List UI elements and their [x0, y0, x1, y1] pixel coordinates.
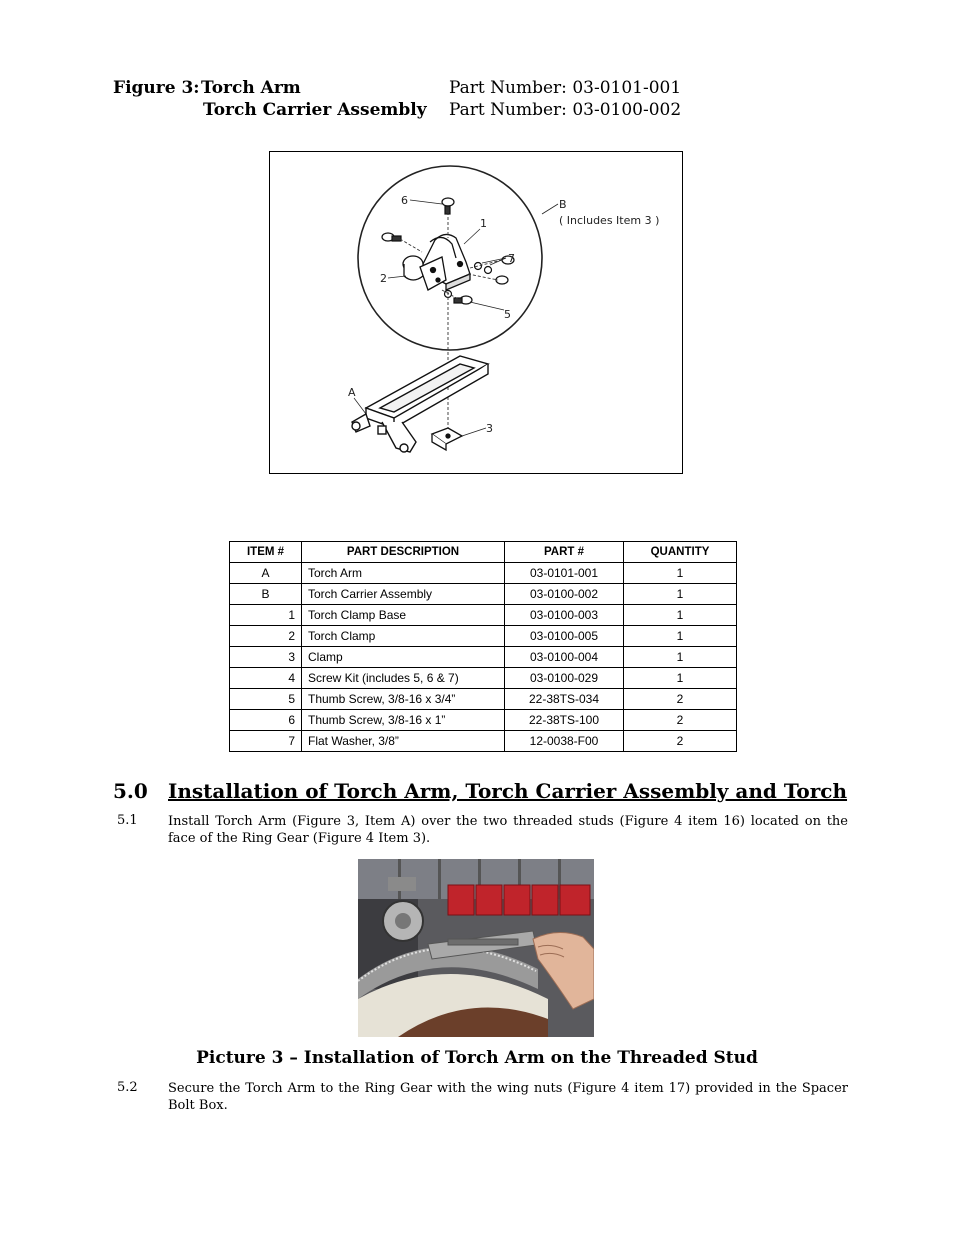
installation-photo [358, 859, 594, 1037]
section-number: 5.0 [113, 779, 148, 803]
table-row [230, 731, 737, 752]
cell-description: Clamp [302, 647, 505, 668]
thumb-screw-6 [442, 198, 454, 214]
cell-part: 22-38TS-100 [505, 710, 624, 731]
callout-7: 7 [508, 252, 515, 265]
installation-photo-image [358, 859, 594, 1037]
figure-item1-name: Torch Arm [201, 78, 301, 98]
table-row [230, 626, 737, 647]
cell-part: 03-0100-002 [505, 584, 624, 605]
col-header-item: ITEM # [230, 542, 302, 563]
cell-part: 03-0100-003 [505, 605, 624, 626]
picture-caption: Picture 3 – Installation of Torch Arm on the Threaded Stud [196, 1048, 758, 1068]
callout-5: 5 [504, 308, 511, 321]
table-row [230, 668, 737, 689]
cell-quantity: 1 [624, 563, 737, 584]
step-text: Secure the Torch Arm to the Ring Gear with the wing nuts (Figure 4 item 17) provided in the Spacer Bolt Box. [168, 1081, 848, 1113]
cell-part: 12-0038-F00 [505, 731, 624, 752]
cell-description: Thumb Screw, 3/8-16 x 1” [302, 710, 505, 731]
cell-quantity: 2 [624, 731, 737, 752]
cell-item: 1 [230, 605, 302, 626]
cell-part: 03-0101-001 [505, 563, 624, 584]
cell-item: 2 [230, 626, 302, 647]
cell-quantity: 1 [624, 605, 737, 626]
step-number: 5.1 [117, 813, 138, 828]
table-header-row [230, 542, 737, 563]
cell-part: 03-0100-004 [505, 647, 624, 668]
cell-quantity: 1 [624, 626, 737, 647]
cell-part: 03-0100-029 [505, 668, 624, 689]
torch-arm [352, 356, 488, 452]
table-row [230, 605, 737, 626]
cell-item: 4 [230, 668, 302, 689]
table-row [230, 584, 737, 605]
cell-quantity: 2 [624, 710, 737, 731]
callout-3: 3 [486, 422, 493, 435]
cell-quantity: 1 [624, 647, 737, 668]
clamp-3 [432, 428, 462, 450]
cell-item: A [230, 563, 302, 584]
cell-part: 03-0100-005 [505, 626, 624, 647]
section-title: Installation of Torch Arm, Torch Carrier Assembly and Torch [168, 779, 848, 803]
table-row [230, 647, 737, 668]
thumb-screw-6-left [382, 233, 401, 241]
step-number: 5.2 [117, 1080, 138, 1095]
callout-b: B [559, 198, 567, 211]
table-row [230, 563, 737, 584]
cell-quantity: 1 [624, 668, 737, 689]
figure-item2-part: Part Number: 03-0100-002 [449, 100, 682, 120]
figure-item2-name: Torch Carrier Assembly [203, 100, 427, 120]
cell-description: Flat Washer, 3/8” [302, 731, 505, 752]
table-row [230, 689, 737, 710]
cell-item: 3 [230, 647, 302, 668]
col-header-description: PART DESCRIPTION [302, 542, 505, 563]
figure-item1-part: Part Number: 03-0101-001 [449, 78, 682, 98]
col-header-quantity: QUANTITY [624, 542, 737, 563]
table-row [230, 710, 737, 731]
cell-description: Thumb Screw, 3/8-16 x 3/4” [302, 689, 505, 710]
cell-item: 7 [230, 731, 302, 752]
callout-b-note: ( Includes Item 3 ) [559, 214, 660, 227]
cell-quantity: 2 [624, 689, 737, 710]
cell-item: 5 [230, 689, 302, 710]
cell-part: 22-38TS-034 [505, 689, 624, 710]
torch-assembly-drawing [270, 152, 684, 475]
step-text: Install Torch Arm (Figure 3, Item A) over the two threaded studs (Figure 4 item 16) located on the face of the Ring Gear (Figure 4 Item 3). [168, 814, 848, 846]
exploded-diagram [269, 151, 683, 474]
cell-description: Torch Carrier Assembly [302, 584, 505, 605]
callout-a: A [348, 386, 356, 399]
parts-table [229, 541, 737, 752]
cell-item: 6 [230, 710, 302, 731]
callout-2: 2 [380, 272, 387, 285]
cell-quantity: 1 [624, 584, 737, 605]
cell-description: Torch Clamp [302, 626, 505, 647]
cell-description: Torch Clamp Base [302, 605, 505, 626]
thumb-screw-5 [445, 291, 473, 305]
cell-description: Screw Kit (includes 5, 6 & 7) [302, 668, 505, 689]
callout-6: 6 [401, 194, 408, 207]
cell-description: Torch Arm [302, 563, 505, 584]
figure-label: Figure 3: [113, 78, 200, 98]
col-header-part: PART # [505, 542, 624, 563]
cell-item: B [230, 584, 302, 605]
callout-1: 1 [480, 217, 487, 230]
